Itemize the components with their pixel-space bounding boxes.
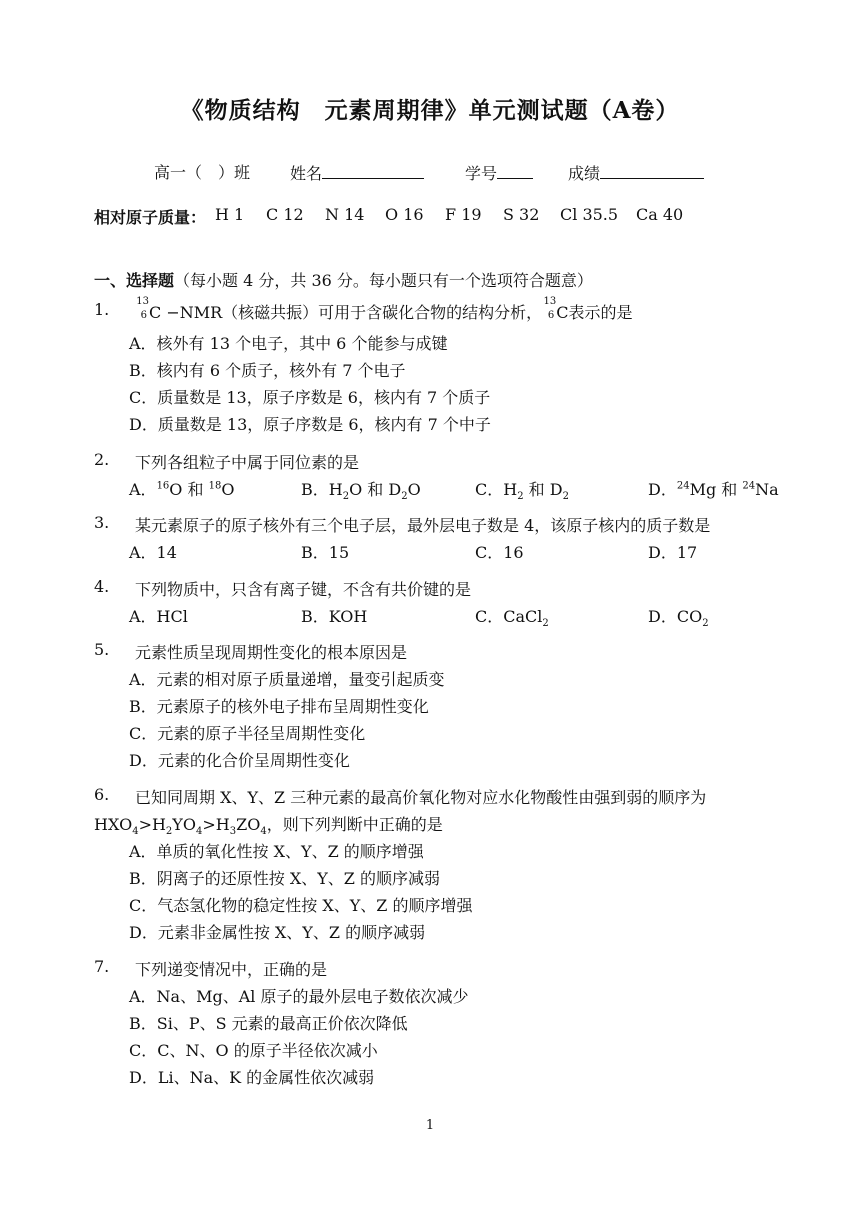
q6-option-b[interactable]: B．阴离子的还原性按 X、Y、Z 的顺序减弱 bbox=[129, 869, 441, 888]
mass-s: S 32 bbox=[503, 205, 540, 224]
q5-option-d[interactable]: D．元素的化合价呈周期性变化 bbox=[129, 751, 350, 770]
q3-stem: 某元素原子的原子核外有三个电子层，最外层电子数是 4，该原子核内的质子数是 bbox=[135, 516, 711, 535]
q6-option-a[interactable]: A．单质的氧化性按 X、Y、Z 的顺序增强 bbox=[129, 842, 424, 861]
id-blank bbox=[497, 160, 533, 179]
mass-f: F 19 bbox=[445, 205, 482, 224]
class-label: 高一（ ）班 bbox=[154, 163, 251, 182]
q4-stem: 下列物质中，只含有离子键，不含有共价键的是 bbox=[135, 580, 472, 599]
mass-n: N 14 bbox=[325, 205, 365, 224]
q3-option-d[interactable]: D．17 bbox=[648, 543, 698, 562]
q6-number: 6. bbox=[94, 785, 110, 804]
q3-number: 3. bbox=[94, 513, 110, 532]
score-blank bbox=[600, 160, 704, 179]
q5-number: 5. bbox=[94, 640, 110, 659]
name-field bbox=[290, 160, 424, 184]
q5-stem: 元素性质呈现周期性变化的根本原因是 bbox=[135, 643, 408, 662]
q1-option-b[interactable]: B．核内有 6 个质子，核外有 7 个电子 bbox=[129, 361, 406, 380]
name-blank bbox=[322, 160, 424, 179]
q1-option-c[interactable]: C．质量数是 13，原子序数是 6，核内有 7 个质子 bbox=[129, 388, 491, 407]
section-note: （每小题 4 分，共 36 分。每小题只有一个选项符合题意） bbox=[174, 271, 593, 290]
q2-stem: 下列各组粒子中属于同位素的是 bbox=[135, 453, 360, 472]
q1-stem: 13 6 C −NMR（核磁共振）可用于含碳化合物的结构分析， 13 6 C表示的是 bbox=[136, 296, 633, 322]
mass-h: H 1 bbox=[215, 205, 245, 224]
q2-option-c[interactable]: C．$H_2$ 和 $D_2$ bbox=[475, 480, 569, 503]
q1-isotope-notation-2: 13 6 bbox=[543, 296, 557, 321]
q4-option-d[interactable]: D．$CO_2$ bbox=[648, 607, 709, 630]
id-label: 学号 bbox=[465, 164, 498, 183]
score-label: 成绩 bbox=[568, 164, 601, 183]
q2-option-d[interactable]: D．$^{24}$Mg 和 $^{24}$Na bbox=[648, 480, 779, 499]
section-title: 一、选择题 bbox=[94, 271, 175, 290]
q1-number: 1. bbox=[94, 300, 110, 319]
q4-number: 4. bbox=[94, 577, 110, 596]
section-heading bbox=[94, 268, 593, 291]
mass-ca: Ca 40 bbox=[636, 205, 684, 224]
q5-option-b[interactable]: B．元素原子的核外电子排布呈周期性变化 bbox=[129, 697, 429, 716]
q6-stem-line2: $HXO_4>H_2YO_4>H_3ZO_4$，则下列判断中正确的是 bbox=[94, 815, 443, 838]
q7-option-c[interactable]: C．C、N、O 的原子半径依次减小 bbox=[129, 1041, 378, 1060]
q6-option-c[interactable]: C．气态氢化物的稳定性按 X、Y、Z 的顺序增强 bbox=[129, 896, 473, 915]
mass-c: C 12 bbox=[266, 205, 304, 224]
q7-stem: 下列递变情况中，正确的是 bbox=[135, 960, 328, 979]
q4-option-b[interactable]: B．KOH bbox=[301, 607, 368, 626]
q2-number: 2. bbox=[94, 450, 110, 469]
q7-number: 7. bbox=[94, 957, 110, 976]
atomic-mass-label: 相对原子质量： bbox=[94, 208, 207, 227]
q1-isotope-notation: 13 6 bbox=[136, 296, 149, 321]
page-title: 《物质结构 元素周期律》单元测试题（A卷） bbox=[180, 97, 680, 124]
q5-option-c[interactable]: C．元素的原子半径呈周期性变化 bbox=[129, 724, 366, 743]
mass-o: O 16 bbox=[385, 205, 424, 224]
mass-cl: Cl 35.5 bbox=[560, 205, 619, 224]
q2-option-b[interactable]: B．$H_2O$ 和 $D_2O$ bbox=[301, 480, 421, 503]
score-field bbox=[568, 160, 704, 184]
q3-option-c[interactable]: C．16 bbox=[475, 543, 524, 562]
q2-option-a[interactable]: A．$^{16}$O 和 $^{18}$O bbox=[129, 480, 235, 499]
q7-option-b[interactable]: B．Si、P、S 元素的最高正价依次降低 bbox=[129, 1014, 408, 1033]
page-number: 1 bbox=[425, 1118, 435, 1133]
id-field bbox=[465, 160, 533, 184]
q7-option-a[interactable]: A．Na、Mg、Al 原子的最外层电子数依次减少 bbox=[129, 987, 469, 1006]
q5-option-a[interactable]: A．元素的相对原子质量递增，量变引起质变 bbox=[129, 670, 445, 689]
q7-option-d[interactable]: D．Li、Na、K 的金属性依次减弱 bbox=[129, 1068, 375, 1087]
q4-option-c[interactable]: C．CaCl$_2$ bbox=[475, 607, 549, 630]
q1-option-a[interactable]: A．核外有 13 个电子，其中 6 个能参与成键 bbox=[129, 334, 448, 353]
q6-stem-line1: 已知同周期 X、Y、Z 三种元素的最高价氧化物对应水化物酸性由强到弱的顺序为 bbox=[135, 788, 707, 807]
q3-option-a[interactable]: A．14 bbox=[129, 543, 177, 562]
q4-option-a[interactable]: A．HCl bbox=[129, 607, 188, 626]
q6-option-d[interactable]: D．元素非金属性按 X、Y、Z 的顺序减弱 bbox=[129, 923, 426, 942]
q1-option-d[interactable]: D．质量数是 13，原子序数是 6，核内有 7 个中子 bbox=[129, 415, 491, 434]
name-label: 姓名 bbox=[290, 164, 323, 183]
q3-option-b[interactable]: B．15 bbox=[301, 543, 350, 562]
